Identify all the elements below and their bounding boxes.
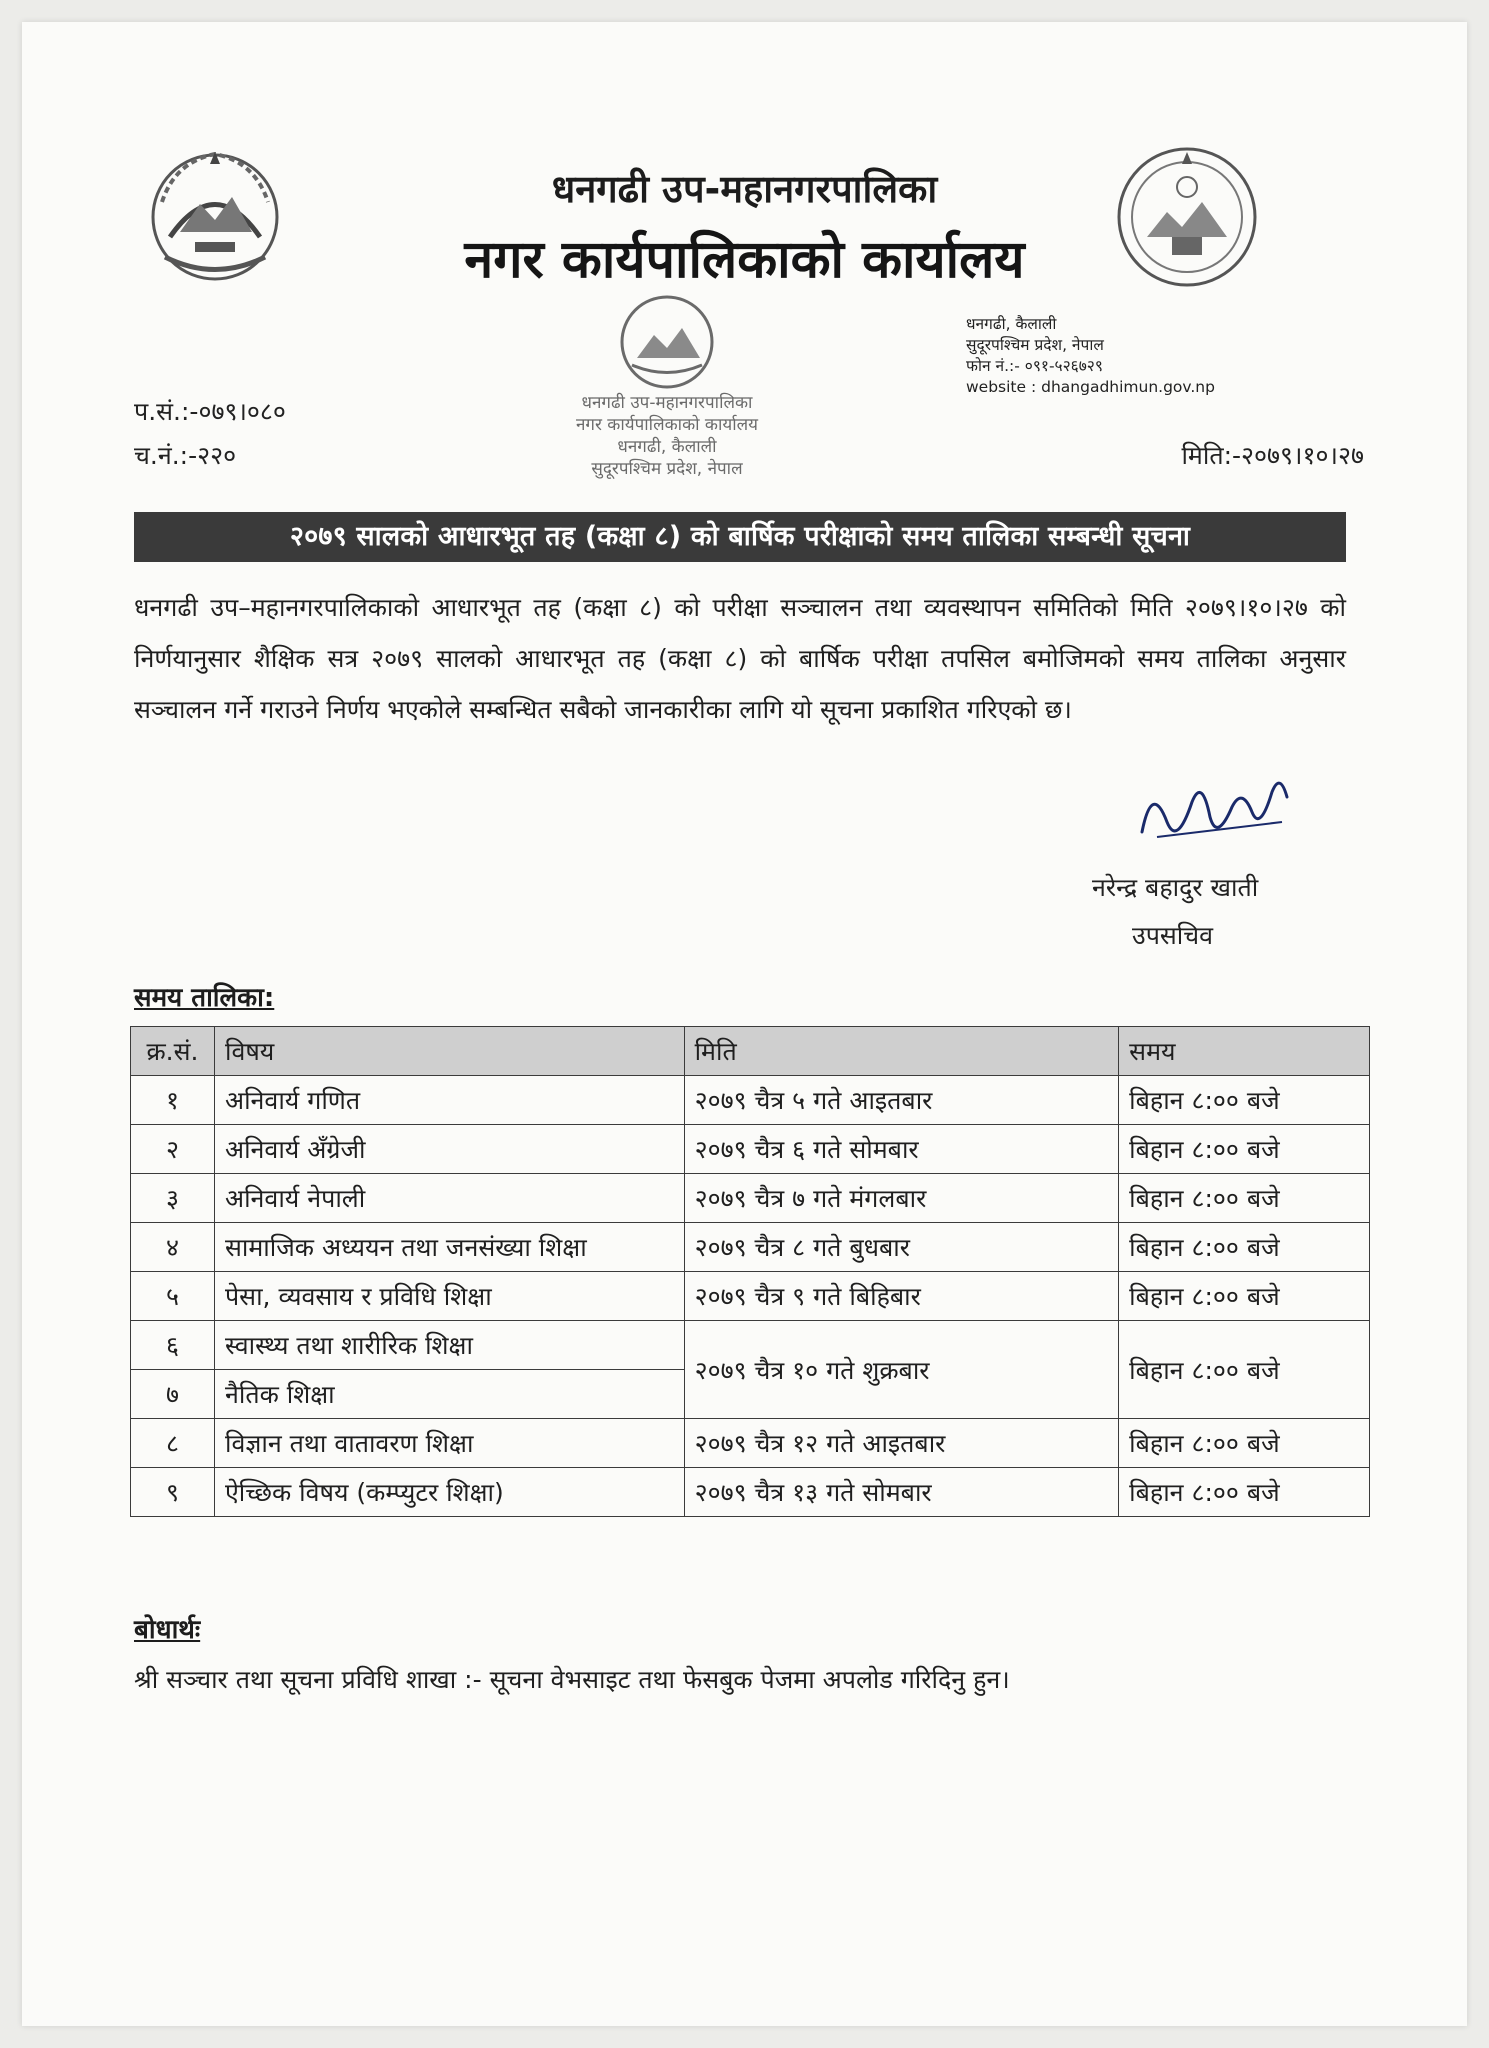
- schedule-heading: समय तालिका:: [134, 983, 275, 1013]
- row-sn: ३: [131, 1174, 215, 1223]
- stamp-line3: धनगढी, कैलाली: [617, 437, 717, 457]
- col-header-date: मिति: [684, 1027, 1119, 1076]
- row-subject: विज्ञान तथा वातावरण शिक्षा: [214, 1419, 684, 1468]
- website-link: website : dhangadhimun.gov.np: [966, 378, 1215, 396]
- notice-page: [22, 22, 1467, 2026]
- row-time: बिहान ८:०० बजे: [1119, 1223, 1370, 1272]
- letter-date: मिति:-२०७९।१०।२७: [1181, 441, 1364, 470]
- row-time: बिहान ८:०० बजे: [1119, 1419, 1370, 1468]
- signature-scribble: [1122, 762, 1302, 862]
- table-row: [131, 1468, 1370, 1517]
- row-date: २०७९ चैत्र ८ गते बुधबार: [684, 1223, 1119, 1272]
- row-subject: नैतिक शिक्षा: [214, 1370, 684, 1419]
- municipality-name: धनगढी उप-महानगरपालिका: [551, 167, 938, 211]
- row-date: २०७९ चैत्र ७ गते मंगलबार: [684, 1174, 1119, 1223]
- stamp-line1: धनगढी उप-महानगरपालिका: [581, 393, 753, 413]
- table-row: [131, 1174, 1370, 1223]
- address-line2: सुदूरपश्चिम प्रदेश, नेपाल: [966, 336, 1104, 354]
- row-sn: ६: [131, 1321, 215, 1370]
- table-row: [131, 1321, 1370, 1370]
- table-row: [131, 1076, 1370, 1125]
- row-sn: ४: [131, 1223, 215, 1272]
- col-header-time: समय: [1119, 1027, 1370, 1076]
- table-row: [131, 1125, 1370, 1174]
- dispatch-number: च.नं.:-२२०: [134, 441, 237, 470]
- table-row: [131, 1223, 1370, 1272]
- row-time: बिहान ८:०० बजे: [1119, 1076, 1370, 1125]
- row-date: २०७९ चैत्र १२ गते आइतबार: [684, 1419, 1119, 1468]
- signer-designation: उपसचिव: [1132, 921, 1214, 950]
- col-header-sn: क्र.सं.: [131, 1027, 215, 1076]
- row-subject: ऐच्छिक विषय (कम्प्युटर शिक्षा): [214, 1468, 684, 1517]
- stamp-line2: नगर कार्यपालिकाको कार्यालय: [575, 415, 759, 435]
- row-date: २०७९ चैत्र १३ गते सोमबार: [684, 1468, 1119, 1517]
- row-time: बिहान ८:०० बजे: [1119, 1272, 1370, 1321]
- contact-block: [966, 314, 1215, 398]
- letter-number: प.सं.:-०७९।०८०: [134, 397, 286, 426]
- phone-number: फोन नं.:- ०९१-५२६७२९: [966, 357, 1103, 375]
- row-subject: अनिवार्य गणित: [214, 1076, 684, 1125]
- row-time: बिहान ८:०० बजे: [1119, 1468, 1370, 1517]
- row-sn: ७: [131, 1370, 215, 1419]
- row-date: २०७९ चैत्र ५ गते आइतबार: [684, 1076, 1119, 1125]
- col-header-subject: विषय: [214, 1027, 684, 1076]
- row-subject: पेसा, व्यवसाय र प्रविधि शिक्षा: [214, 1272, 684, 1321]
- exam-schedule-table: [130, 1026, 1370, 1517]
- row-sn: १: [131, 1076, 215, 1125]
- office-stamp: [542, 280, 792, 490]
- row-sn: ५: [131, 1272, 215, 1321]
- row-sn: २: [131, 1125, 215, 1174]
- row-subject: सामाजिक अध्ययन तथा जनसंख्या शिक्षा: [214, 1223, 684, 1272]
- stamp-line4: सुदूरपश्चिम प्रदेश, नेपाल: [591, 459, 743, 479]
- notice-body: धनगढी उप–महानगरपालिकाको आधारभूत तह (कक्षा ८) को परीक्षा सञ्चालन तथा व्यवस्थापन समितिको मिति २०७९।१०।२७ को निर्णयानुसार शैक्षिक सत्र २०७९ सालको आधारभूत तह (कक्षा ८) को बार्षिक परीक्षा तपसिल बमोजिमको समय तालिका अनुसार सञ्चालन गर्ने गराउने निर्णय भएकोले सम्बन्धित सबैको जानकारीका लागि यो सूचना प्रकाशित गरिएको छ।: [134, 593, 1346, 724]
- row-subject: स्वास्थ्य तथा शारीरिक शिक्षा: [214, 1321, 684, 1370]
- table-row: [131, 1272, 1370, 1321]
- row-subject: अनिवार्य नेपाली: [214, 1174, 684, 1223]
- row-date-merged: २०७९ चैत्र १० गते शुक्रबार: [684, 1321, 1119, 1419]
- table-row: [131, 1419, 1370, 1468]
- row-sn: ८: [131, 1419, 215, 1468]
- row-sn: ९: [131, 1468, 215, 1517]
- cc-recipient-line: श्री सञ्चार तथा सूचना प्रविधि शाखा :- सूचना वेभसाइट तथा फेसबुक पेजमा अपलोड गरिदिनु हुन।: [134, 1665, 1010, 1694]
- address-line1: धनगढी, कैलाली: [966, 315, 1057, 333]
- row-date: २०७९ चैत्र ९ गते बिहिबार: [684, 1272, 1119, 1321]
- row-time: बिहान ८:०० बजे: [1119, 1174, 1370, 1223]
- row-time-merged: बिहान ८:०० बजे: [1119, 1321, 1370, 1419]
- row-subject: अनिवार्य अँग्रेजी: [214, 1125, 684, 1174]
- row-date: २०७९ चैत्र ६ गते सोमबार: [684, 1125, 1119, 1174]
- row-time: बिहान ८:०० बजे: [1119, 1125, 1370, 1174]
- office-name: नगर कार्यपालिकाको कार्यालय: [464, 230, 1025, 290]
- cc-heading: बोधार्थः: [134, 1615, 201, 1645]
- signer-name: नरेन्द्र बहादुर खाती: [1092, 873, 1259, 902]
- notice-title-banner: २०७९ सालको आधारभूत तह (कक्षा ८) को बार्षिक परीक्षाको समय तालिका सम्बन्धी सूचना: [134, 512, 1346, 562]
- table-header-row: [131, 1027, 1370, 1076]
